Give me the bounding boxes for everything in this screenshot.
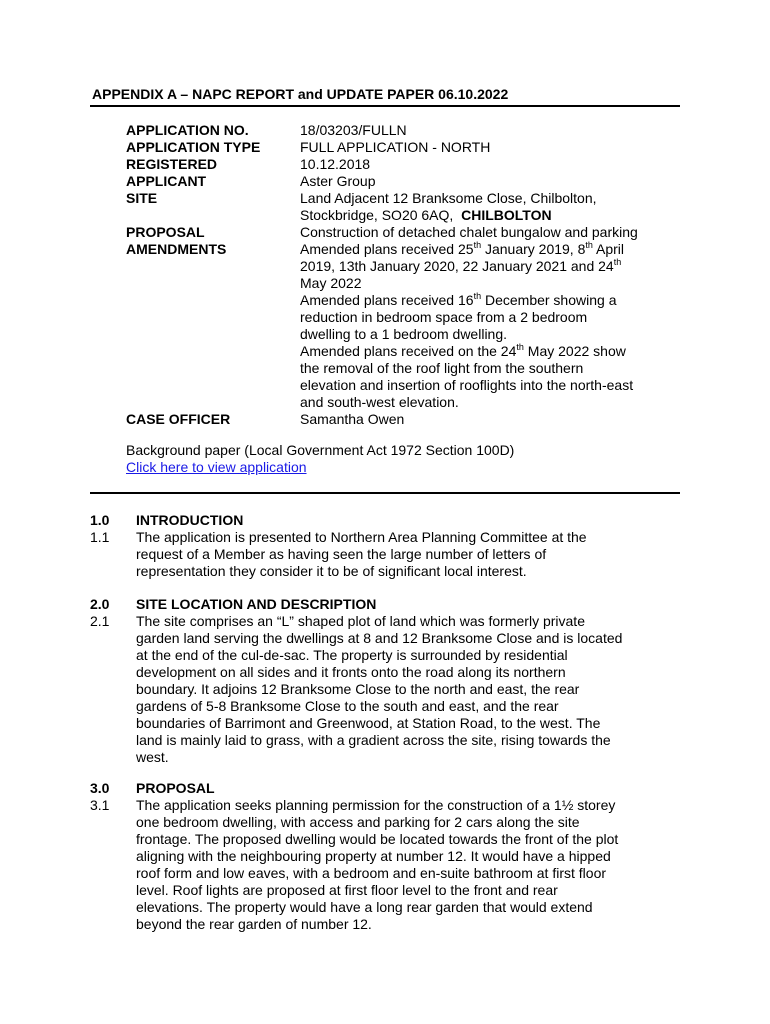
amendment-line: May 2022 — [300, 275, 362, 291]
case-officer: Samantha Owen — [300, 411, 405, 427]
paragraph — [90, 529, 660, 580]
section-number: 3.0 — [90, 780, 110, 796]
section-title: PROPOSAL — [136, 780, 215, 796]
site-line — [300, 207, 686, 224]
section-heading — [90, 596, 660, 613]
section-introduction — [90, 512, 660, 580]
section-divider — [90, 492, 680, 494]
amendment-line: reduction in bedroom space from a 2 bedroom — [300, 309, 588, 325]
detail-row — [126, 156, 686, 173]
amendment-line: and south-west elevation. — [300, 394, 459, 410]
section-heading — [90, 512, 660, 529]
site-line-text: Stockbridge, SO20 6AQ, — [300, 207, 454, 223]
paragraph-text: The application is presented to Northern Area Planning Committee at the request of a Member as having seen the large number of letters of representation they consider it to be of significant local interest. — [136, 529, 587, 579]
title-divider — [90, 105, 680, 107]
detail-label: PROPOSAL — [126, 224, 205, 240]
detail-row — [126, 122, 686, 139]
amendment-line: Amended plans received on the 24th May 2022 show — [300, 342, 626, 359]
detail-label: APPLICATION NO. — [126, 122, 249, 138]
paragraph-number: 3.1 — [90, 797, 110, 813]
paragraph-number: 2.1 — [90, 613, 110, 629]
amendments — [300, 241, 686, 411]
detail-row — [126, 241, 686, 411]
amendment-line: elevation and insertion of rooflights into the north-east — [300, 377, 634, 393]
detail-row — [126, 411, 686, 428]
detail-row — [126, 224, 686, 241]
amendment-line: Amended plans received 25th January 2019, 8th April — [300, 240, 625, 257]
detail-row — [126, 173, 686, 190]
detail-label: APPLICANT — [126, 173, 207, 189]
page-title: APPENDIX A – NAPC REPORT and UPDATE PAPER 06.10.2022 — [92, 86, 509, 102]
detail-label: CASE OFFICER — [126, 411, 231, 427]
detail-label: AMENDMENTS — [126, 241, 227, 257]
application-details — [126, 122, 686, 428]
section-number: 2.0 — [90, 596, 110, 612]
application-number: 18/03203/FULLN — [300, 122, 407, 138]
section-title: SITE LOCATION AND DESCRIPTION — [136, 596, 377, 612]
section-site-location — [90, 596, 660, 766]
site-line: Land Adjacent 12 Branksome Close, Chilbolton, — [300, 190, 597, 206]
section-number: 1.0 — [90, 512, 110, 528]
detail-row — [126, 190, 686, 224]
amendment-line: 2019, 13th January 2020, 22 January 2021 and 24th — [300, 257, 622, 274]
proposal: Construction of detached chalet bungalow and parking — [300, 224, 638, 240]
paragraph-number: 1.1 — [90, 529, 110, 545]
section-title: INTRODUCTION — [136, 512, 244, 528]
view-application-link[interactable]: Click here to view application — [126, 459, 307, 475]
amendment-line: Amended plans received 16th December showing a — [300, 291, 617, 308]
detail-label: APPLICATION TYPE — [126, 139, 261, 155]
section-heading — [90, 780, 660, 797]
registered-date: 10.12.2018 — [300, 156, 371, 172]
paragraph — [90, 613, 660, 766]
detail-row — [126, 139, 686, 156]
amendment-line: the removal of the roof light from the southern — [300, 360, 584, 376]
paragraph-text: The site comprises an “L” shaped plot of land which was formerly private garden land serving the dwellings at 8 and 12 Branksome Close and is located at the end of the cul-de-sac. The property is surrounded by residential development on all sides and it fronts onto the road along its northern boundary. It adjoins 12 Branksome Close to the north and east, the rear gardens of 5-8 Branksome Close to the south and east, and the rear boundaries of Barrimont and Greenwood, at Station Road, to the west. The land is mainly laid to grass, with a gradient across the site, rising towards the west. — [136, 613, 623, 765]
paragraph-text: The application seeks planning permission for the construction of a 1½ storey one bedroom dwelling, with access and parking for 2 cars along the site frontage. The proposed dwelling would be located towards the front of the plot aligning with the neighbouring property at number 12. It would have a hipped roof form and low eaves, with a bedroom and en-suite bathroom at first floor level. Roof lights are proposed at first floor level to the front and rear elevations. The property would have a long rear garden that would extend beyond the rear garden of number 12. — [136, 797, 619, 932]
background-paper — [126, 442, 514, 476]
site-address — [300, 190, 686, 224]
section-proposal — [90, 780, 660, 933]
detail-label: SITE — [126, 190, 158, 206]
paragraph — [90, 797, 660, 933]
detail-label: REGISTERED — [126, 156, 218, 172]
amendment-line: dwelling to a 1 bedroom dwelling. — [300, 326, 508, 342]
background-text: Background paper (Local Government Act 1972 Section 100D) — [126, 442, 515, 458]
application-type: FULL APPLICATION - NORTH — [300, 139, 491, 155]
applicant: Aster Group — [300, 173, 376, 189]
site-place: CHILBOLTON — [461, 207, 552, 223]
